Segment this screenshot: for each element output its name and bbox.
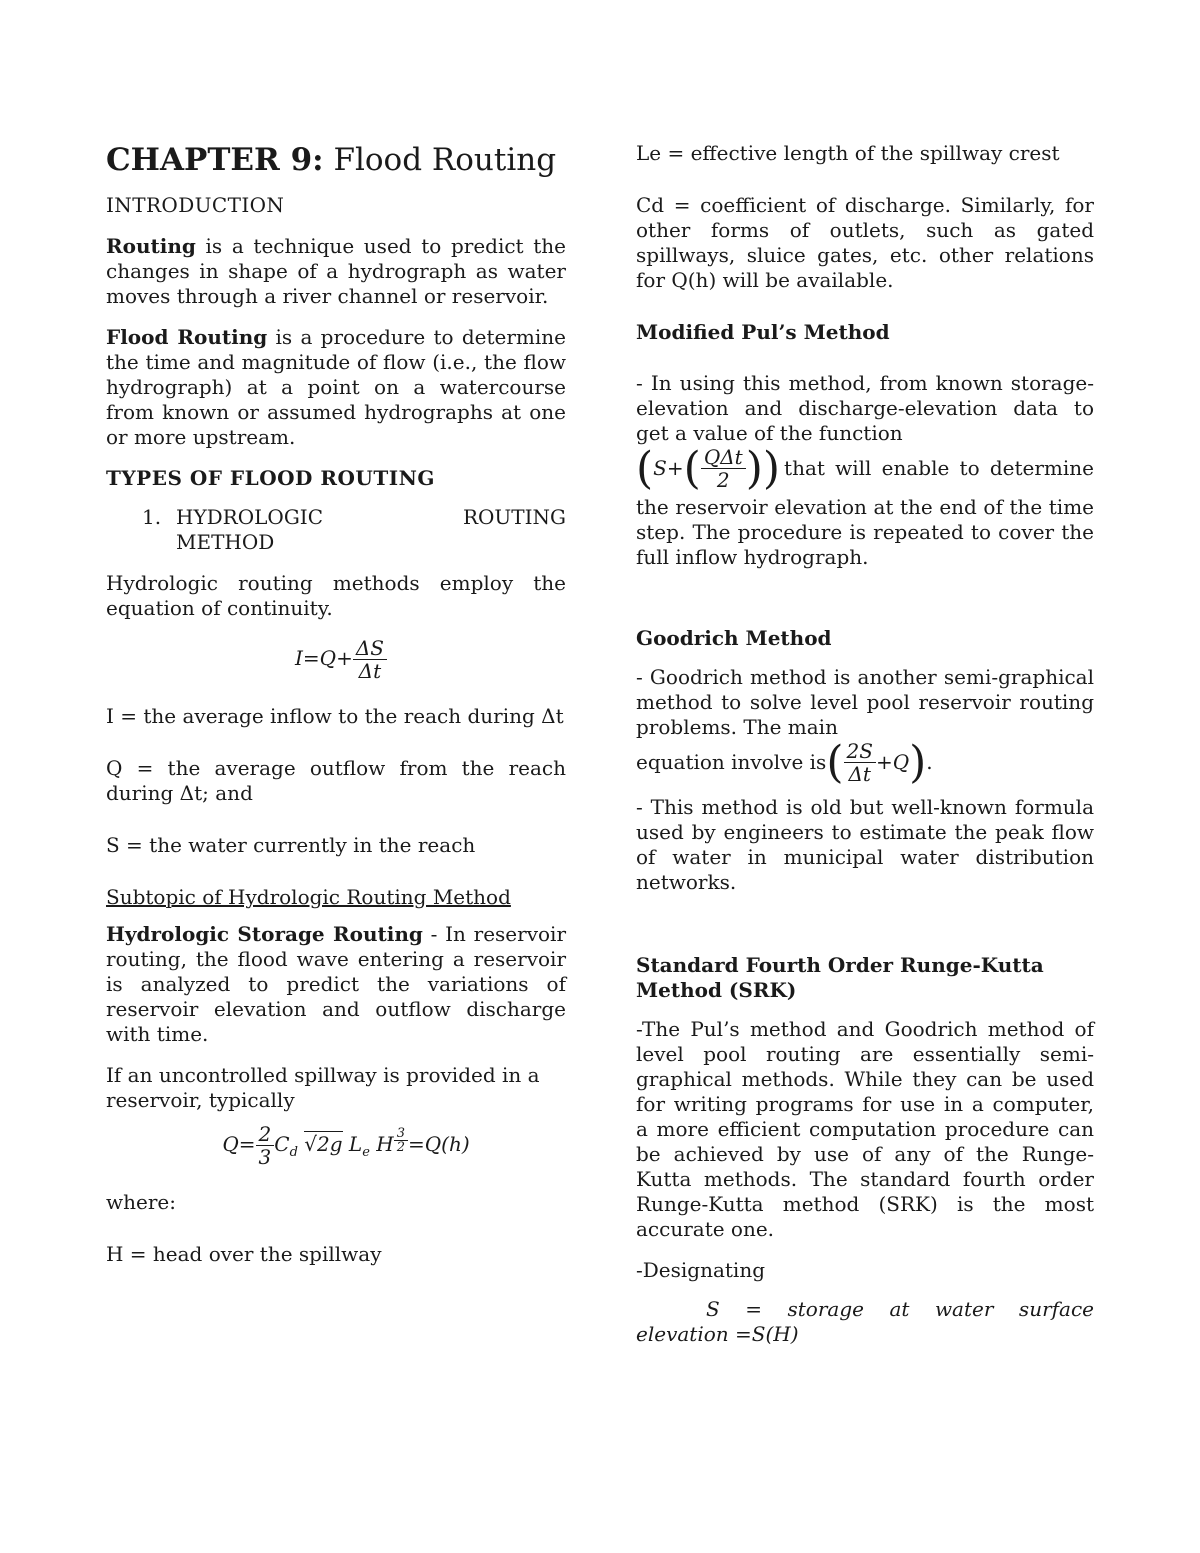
routing-text: is a technique used to predict the changes in shape of a hydrograph as water moves through a river channel or reservoir. (106, 234, 566, 308)
eq2-exponent (394, 1127, 408, 1154)
goodrich-numerator: 2S (844, 740, 876, 763)
eq1-fraction (353, 637, 387, 682)
goodrich-paragraph-1: - Goodrich method is another semi-graphical method to solve level pool reservoir routing problems. The main (636, 665, 1094, 739)
eq1-lhs: I=Q+ (295, 646, 353, 670)
spillway-paragraph: If an uncontrolled spillway is provided in a reservoir, typically (106, 1063, 540, 1112)
subtopic-heading: Subtopic of Hydrologic Routing Method (106, 885, 511, 909)
goodrich-paragraph-2: - This method is old but well-known formula used by engineers to estimate the peak flow of water in municipal water distribution networks. (636, 795, 1094, 894)
chapter-title (106, 140, 566, 180)
puls-text-inline: that will enable to determine (784, 456, 1094, 480)
eq2-root: √2g (304, 1132, 343, 1156)
eq2-q: Q= (222, 1132, 256, 1156)
goodrich-denominator: Δt (848, 762, 871, 786)
storage-routing-term: Hydrologic Storage Routing (106, 922, 423, 946)
eq2-exp-den: 2 (396, 1140, 405, 1155)
definition-cd: Cd = coefficient of discharge. Similarly, for other forms of outlets, such as gated spillways, sluice gates, etc. other relations for Q(h) will be available. (636, 193, 1094, 292)
types-heading: TYPES OF FLOOD ROUTING (106, 466, 435, 490)
list-word-hydrologic: HYDROLOGIC (176, 505, 323, 529)
eq2-sub-d: d (289, 1145, 298, 1160)
puls-heading: Modified Pul’s Method (636, 320, 890, 344)
flood-routing-text: is a procedure to determine the time and magnitude of flow (i.e., the flow hydrograph) at a point on a watercourse from known or assumed hydrographs at one or more upstream. (106, 325, 566, 449)
eq1-numerator: ΔS (353, 637, 387, 660)
chapter-number: CHAPTER 9: (106, 142, 324, 178)
eq2-exp-num: 3 (394, 1127, 408, 1141)
goodrich-heading: Goodrich Method (636, 626, 832, 650)
storage-definition: S = storage at water surface elevation =S(H) (636, 1297, 1094, 1346)
puls-inner-paren-close: ) (745, 442, 763, 494)
flood-routing-term: Flood Routing (106, 325, 268, 349)
continuity-equation (106, 637, 566, 682)
list-text (176, 505, 566, 555)
chapter-name: Flood Routing (323, 142, 557, 178)
routing-paragraph (106, 234, 566, 309)
eq2-rhs: =Q(h) (407, 1132, 470, 1156)
puls-numerator: QΔt (701, 446, 746, 469)
definition-s: S = the water currently in the reach (106, 833, 476, 857)
list-number: 1. (142, 505, 162, 529)
goodrich-fraction (844, 740, 876, 785)
list-word-method: METHOD (176, 530, 275, 554)
eq1-denominator: Δt (358, 659, 382, 683)
eq2-numerator: 2 (256, 1123, 275, 1146)
goodrich-paren-open: ( (826, 736, 844, 788)
puls-eq-s: S+ (653, 456, 684, 480)
goodrich-text-inline: equation involve is (636, 750, 827, 774)
flood-routing-paragraph (106, 325, 566, 450)
puls-paragraph-2: the reservoir elevation at the end of the time step. The procedure is repeated to cover the full inflow hydrograph. (636, 495, 1094, 569)
right-column (636, 141, 1094, 1363)
goodrich-equation-line (636, 736, 1094, 788)
storage-routing-text: - In reservoir routing, the flood wave entering a reservoir is analyzed to predict the variations of reservoir elevation and outflow discharge with time. (106, 922, 567, 1046)
puls-paragraph-1: - In using this method, from known storage-elevation and discharge-elevation data to get a value of the function (636, 371, 1094, 445)
left-column (106, 140, 566, 1283)
puls-paren-close: ) (762, 442, 781, 494)
storage-routing-paragraph (106, 922, 566, 1047)
hydrologic-paragraph: Hydrologic routing methods employ the equation of continuity. (106, 571, 566, 620)
eq2-l: L (348, 1132, 363, 1156)
introduction-heading: INTRODUCTION (106, 193, 285, 217)
spacer (636, 895, 1094, 953)
puls-equation-line (636, 442, 1094, 494)
routing-term: Routing (106, 234, 196, 258)
eq2-cd: C (274, 1132, 290, 1156)
spacer (636, 570, 1094, 626)
definition-q: Q = the average outflow from the reach during Δt; and (106, 756, 566, 805)
list-word-routing: ROUTING (462, 505, 566, 529)
goodrich-eq-rest: +Q (875, 750, 910, 774)
srk-paragraph: -The Pul’s method and Goodrich method of level pool routing are essentially semi-graphical methods. While they can be used for writing programs for use in a computer, a more efficient computation procedure can be achieved by use of any of the Runge-Kutta methods. The standard fourth order Runge-Kutta method (SRK) is the most accurate one. (636, 1017, 1094, 1241)
goodrich-period: . (926, 750, 933, 774)
definition-le: Le = effective length of the spillway crest (636, 141, 1060, 165)
where-label: where: (106, 1190, 176, 1214)
puls-fraction (701, 446, 746, 491)
spillway-equation (106, 1123, 566, 1168)
eq2-sub-e: e (362, 1145, 370, 1160)
designating-label: -Designating (636, 1258, 766, 1282)
eq2-fraction (256, 1123, 275, 1168)
puls-paren-open: ( (636, 442, 654, 494)
srk-heading: Standard Fourth Order Runge-Kutta Method (SRK) (636, 953, 1044, 1002)
puls-inner-paren-open: ( (683, 442, 701, 494)
definition-i: I = the average inflow to the reach during Δt (106, 704, 564, 728)
puls-denominator: 2 (716, 468, 730, 492)
eq2-denominator: 3 (258, 1145, 272, 1169)
eq2-h: H (376, 1132, 394, 1156)
list-item-hydrologic (106, 505, 566, 555)
goodrich-paren-close: ) (909, 736, 927, 788)
definition-h: H = head over the spillway (106, 1242, 382, 1266)
list-line (176, 505, 566, 530)
